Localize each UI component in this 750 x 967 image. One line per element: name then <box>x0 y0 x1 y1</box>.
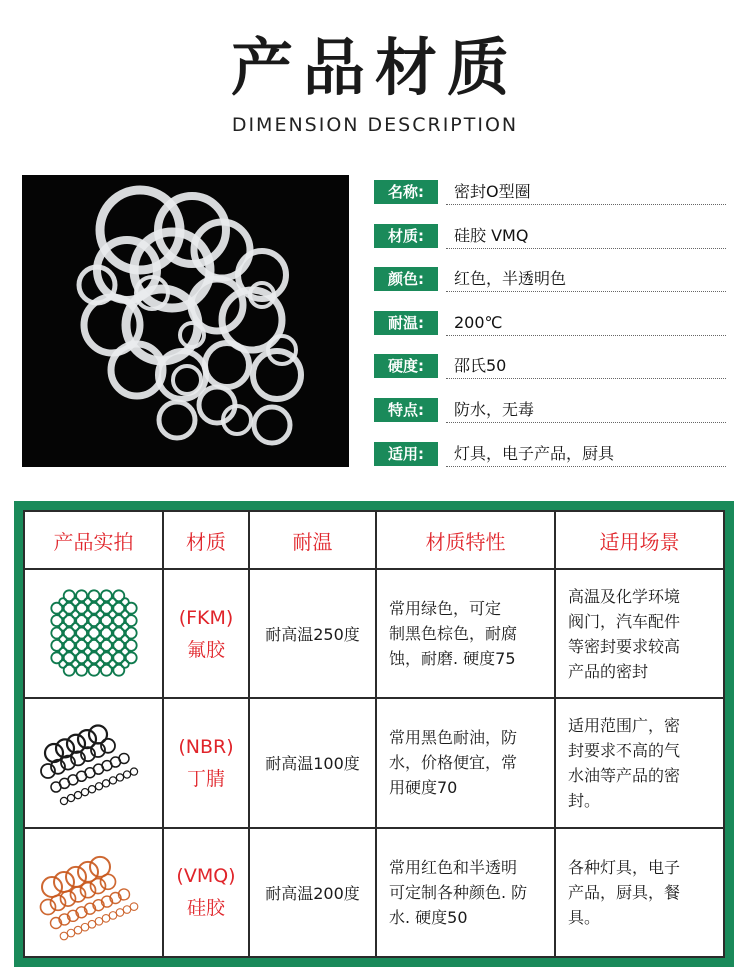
properties-line: 常用绿色，可定 <box>389 599 502 619</box>
applications-line: 等密封要求较高 <box>568 636 681 656</box>
o-ring <box>159 402 195 438</box>
o-ring <box>254 407 290 443</box>
material-cell <box>163 698 249 827</box>
o-ring <box>199 387 235 423</box>
o-ring <box>109 777 116 784</box>
o-ring <box>70 887 85 902</box>
spec-value: 邵氏50 <box>454 356 507 375</box>
spec-label: 特点: <box>374 398 438 422</box>
applications-line: 产品，厨具，餐 <box>568 882 681 902</box>
o-ring <box>42 877 62 897</box>
o-ring <box>80 883 95 898</box>
o-ring <box>173 366 201 394</box>
spec-value: 防水，无毒 <box>454 400 535 419</box>
spec-label: 耐温: <box>374 311 438 335</box>
properties-line: 常用黑色耐油，防 <box>389 728 518 748</box>
material-name: 丁腈 <box>186 767 225 790</box>
o-ring <box>63 665 74 676</box>
material-cell <box>163 569 249 698</box>
material-code: (FKM) <box>178 606 234 629</box>
product-photo-cell <box>24 828 163 957</box>
green-o-rings-image <box>34 576 154 691</box>
spec-divider <box>446 248 726 249</box>
spec-divider <box>446 335 726 336</box>
temperature-cell: 耐高温100度 <box>249 698 376 827</box>
spec-row-hardness <box>374 352 726 379</box>
temperature-cell: 耐高温250度 <box>249 569 376 698</box>
spec-value: 200℃ <box>454 313 503 332</box>
properties-cell <box>376 698 555 827</box>
o-ring <box>60 891 75 906</box>
o-ring <box>205 343 249 387</box>
applications-line: 适用范围广，密 <box>568 715 681 735</box>
product-photo <box>22 175 349 467</box>
spec-row-material <box>374 222 726 249</box>
spec-divider <box>446 422 726 423</box>
spec-label: 材质: <box>374 224 438 248</box>
o-ring <box>81 789 88 796</box>
o-ring <box>88 665 99 676</box>
properties-line: 用硬度70 <box>389 778 458 798</box>
material-code: (VMQ) <box>176 865 236 888</box>
o-ring <box>54 872 74 892</box>
properties-line: 水. 硬度50 <box>389 907 468 927</box>
applications-cell <box>555 569 724 698</box>
white-o-rings-image <box>22 175 349 467</box>
properties-cell <box>376 828 555 957</box>
o-ring <box>67 795 74 802</box>
o-ring <box>119 754 129 764</box>
spec-value: 硅胶 VMQ <box>454 226 529 245</box>
spec-label: 名称: <box>374 180 438 204</box>
o-ring <box>88 786 95 793</box>
column-header-temperature: 耐温 <box>249 511 376 569</box>
spec-divider <box>446 378 726 379</box>
table-row <box>24 569 724 698</box>
o-ring <box>76 665 87 676</box>
properties-line: 可定制各种颜色. 防 <box>389 882 528 902</box>
page-subtitle: DIMENSION DESCRIPTION <box>231 114 519 136</box>
properties-line: 常用红色和半透明 <box>389 857 518 877</box>
spec-label: 适用: <box>374 442 438 466</box>
applications-line: 各种灯具，电子 <box>568 857 681 877</box>
applications-line: 具。 <box>568 907 601 927</box>
table-row <box>24 828 724 957</box>
applications-line: 产品的密封 <box>568 661 649 681</box>
applications-cell <box>555 828 724 957</box>
o-ring <box>60 798 67 805</box>
spec-label: 颜色: <box>374 267 438 291</box>
material-name: 硅胶 <box>186 897 225 920</box>
o-ring <box>123 771 130 778</box>
column-header-properties: 材质特性 <box>376 511 555 569</box>
spec-row-features <box>374 396 726 423</box>
material-code: (NBR) <box>178 735 234 758</box>
spec-divider <box>446 291 726 292</box>
applications-line: 封要求不高的气 <box>568 740 681 760</box>
spec-row-color <box>374 265 726 292</box>
page-title: 产品材质 <box>230 31 519 104</box>
o-ring <box>40 899 55 914</box>
spec-value: 密封O型圈 <box>454 182 531 201</box>
black-o-rings-image <box>34 705 154 820</box>
properties-cell <box>376 569 555 698</box>
table-header-row <box>24 511 724 569</box>
o-ring <box>50 895 65 910</box>
material-cell <box>163 828 249 957</box>
column-header-photo: 产品实拍 <box>24 511 163 569</box>
spec-row-temperature <box>374 309 726 336</box>
o-ring <box>100 665 111 676</box>
applications-cell <box>555 698 724 827</box>
o-ring <box>116 774 123 781</box>
applications-line: 高温及化学环境 <box>568 586 681 606</box>
o-ring <box>102 780 109 787</box>
product-photo-cell <box>24 698 163 827</box>
o-ring <box>100 874 115 889</box>
spec-label: 硬度: <box>374 354 438 378</box>
applications-line: 水油等产品的密 <box>568 765 681 785</box>
column-header-applications: 适用场景 <box>555 511 724 569</box>
temperature-cell: 耐高温200度 <box>249 828 376 957</box>
properties-line: 水，价格便宜，常 <box>389 753 518 773</box>
spec-row-application <box>374 440 726 467</box>
applications-line: 阀门，汽车配件 <box>568 611 681 631</box>
column-header-material: 材质 <box>163 511 249 569</box>
o-ring <box>90 878 105 893</box>
o-ring <box>130 768 137 775</box>
spec-divider <box>446 204 726 205</box>
o-ring <box>74 792 81 799</box>
applications-line: 封。 <box>568 790 601 810</box>
spec-row-name <box>374 178 726 205</box>
o-ring <box>130 903 138 911</box>
material-name: 氟胶 <box>186 638 225 661</box>
spec-value: 灯具，电子产品，厨具 <box>454 444 615 463</box>
product-photo-cell <box>24 569 163 698</box>
spec-divider <box>446 466 726 467</box>
properties-line: 蚀，耐磨. 硬度75 <box>389 649 516 669</box>
material-table-frame <box>14 501 734 967</box>
o-ring <box>95 783 102 790</box>
spec-value: 红色，半透明色 <box>454 269 567 288</box>
o-ring <box>113 665 124 676</box>
properties-line: 制黑色棕色，耐腐 <box>389 624 518 644</box>
material-table <box>23 510 725 958</box>
orange-o-rings-image <box>34 835 154 950</box>
table-row <box>24 698 724 827</box>
